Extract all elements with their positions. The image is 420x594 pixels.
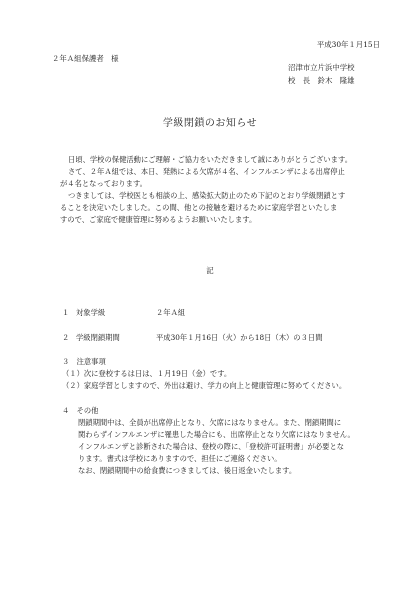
ki-heading: 記 <box>206 266 214 275</box>
body-line-3: が４名となっております。 <box>60 179 147 188</box>
item-4-line-1: 閉鎖期間中は、全員が出席停止となり、欠席にはなりません。また、閉鎖期間に <box>78 418 342 427</box>
principal-name: 校 長 鈴木 隆雄 <box>288 76 355 85</box>
item-2-value: 平成30年１月16日（火）から18日（木）の３日間 <box>156 333 323 342</box>
notice-date: 平成30年１月15日 <box>316 40 380 49</box>
body-line-6: すので、ご家庭で健康管理に努めるようお願いいたします。 <box>60 215 257 224</box>
item-closure-period <box>62 332 323 343</box>
item-3-heading: ３ 注意事項 <box>62 357 106 366</box>
item-2-number: ２ <box>62 333 70 342</box>
body-line-2: さて、２年Ａ組では、本日、発熱による欠席が４名、インフルエンザによる出席停止 <box>68 167 345 176</box>
item-4-line-4: ります。書式は学校にありますので、担任にご連絡ください。 <box>78 454 282 463</box>
body-line-1: 日頃、学校の保健活動にご理解・ご協力をいただきまして誠にありがとうございます。 <box>68 155 352 164</box>
item-1-label: 対象学級 <box>76 308 106 317</box>
item-target-class <box>62 307 185 318</box>
body-line-5: ることを決定いたしました。この間、他との接触を避けるために家庭学習といたしま <box>60 203 338 212</box>
page-title: 学級閉鎖のお知らせ <box>162 118 258 129</box>
body-text <box>60 154 390 226</box>
item-3-line-2: （２）家庭学習としますので、外出は避け、学力の向上と健康管理に努めてください。 <box>62 381 347 390</box>
item-4-line-3: インフルエンザと診断された場合は、登校の際に、「登校許可証明書」が必要とな <box>78 442 345 451</box>
school-name: 沼津市立片浜中学校 <box>288 63 355 72</box>
item-3-line-1: （１）次に登校するは日は、１月19日（金）です。 <box>62 369 232 378</box>
item-4-heading: ４ その他 <box>62 406 99 415</box>
item-1-value: ２年Ａ組 <box>156 308 186 317</box>
item-1-number: １ <box>62 308 70 317</box>
body-line-4: つきましては、学校医とも相談の上、感染拡大防止のため下記のとおり学級閉鎖とす <box>68 191 346 200</box>
item-4-line-2: 関わらずインフルエンザに罹患した場合にも、出席停止となり欠席にはなりません。 <box>78 430 355 439</box>
item-2-label: 学級閉鎖期間 <box>76 333 120 342</box>
item-4-line-5: なお、閉鎖期間中の給食費につきましては、後日返金いたします。 <box>78 466 297 475</box>
recipient: ２年Ａ組保護者 様 <box>52 54 119 63</box>
